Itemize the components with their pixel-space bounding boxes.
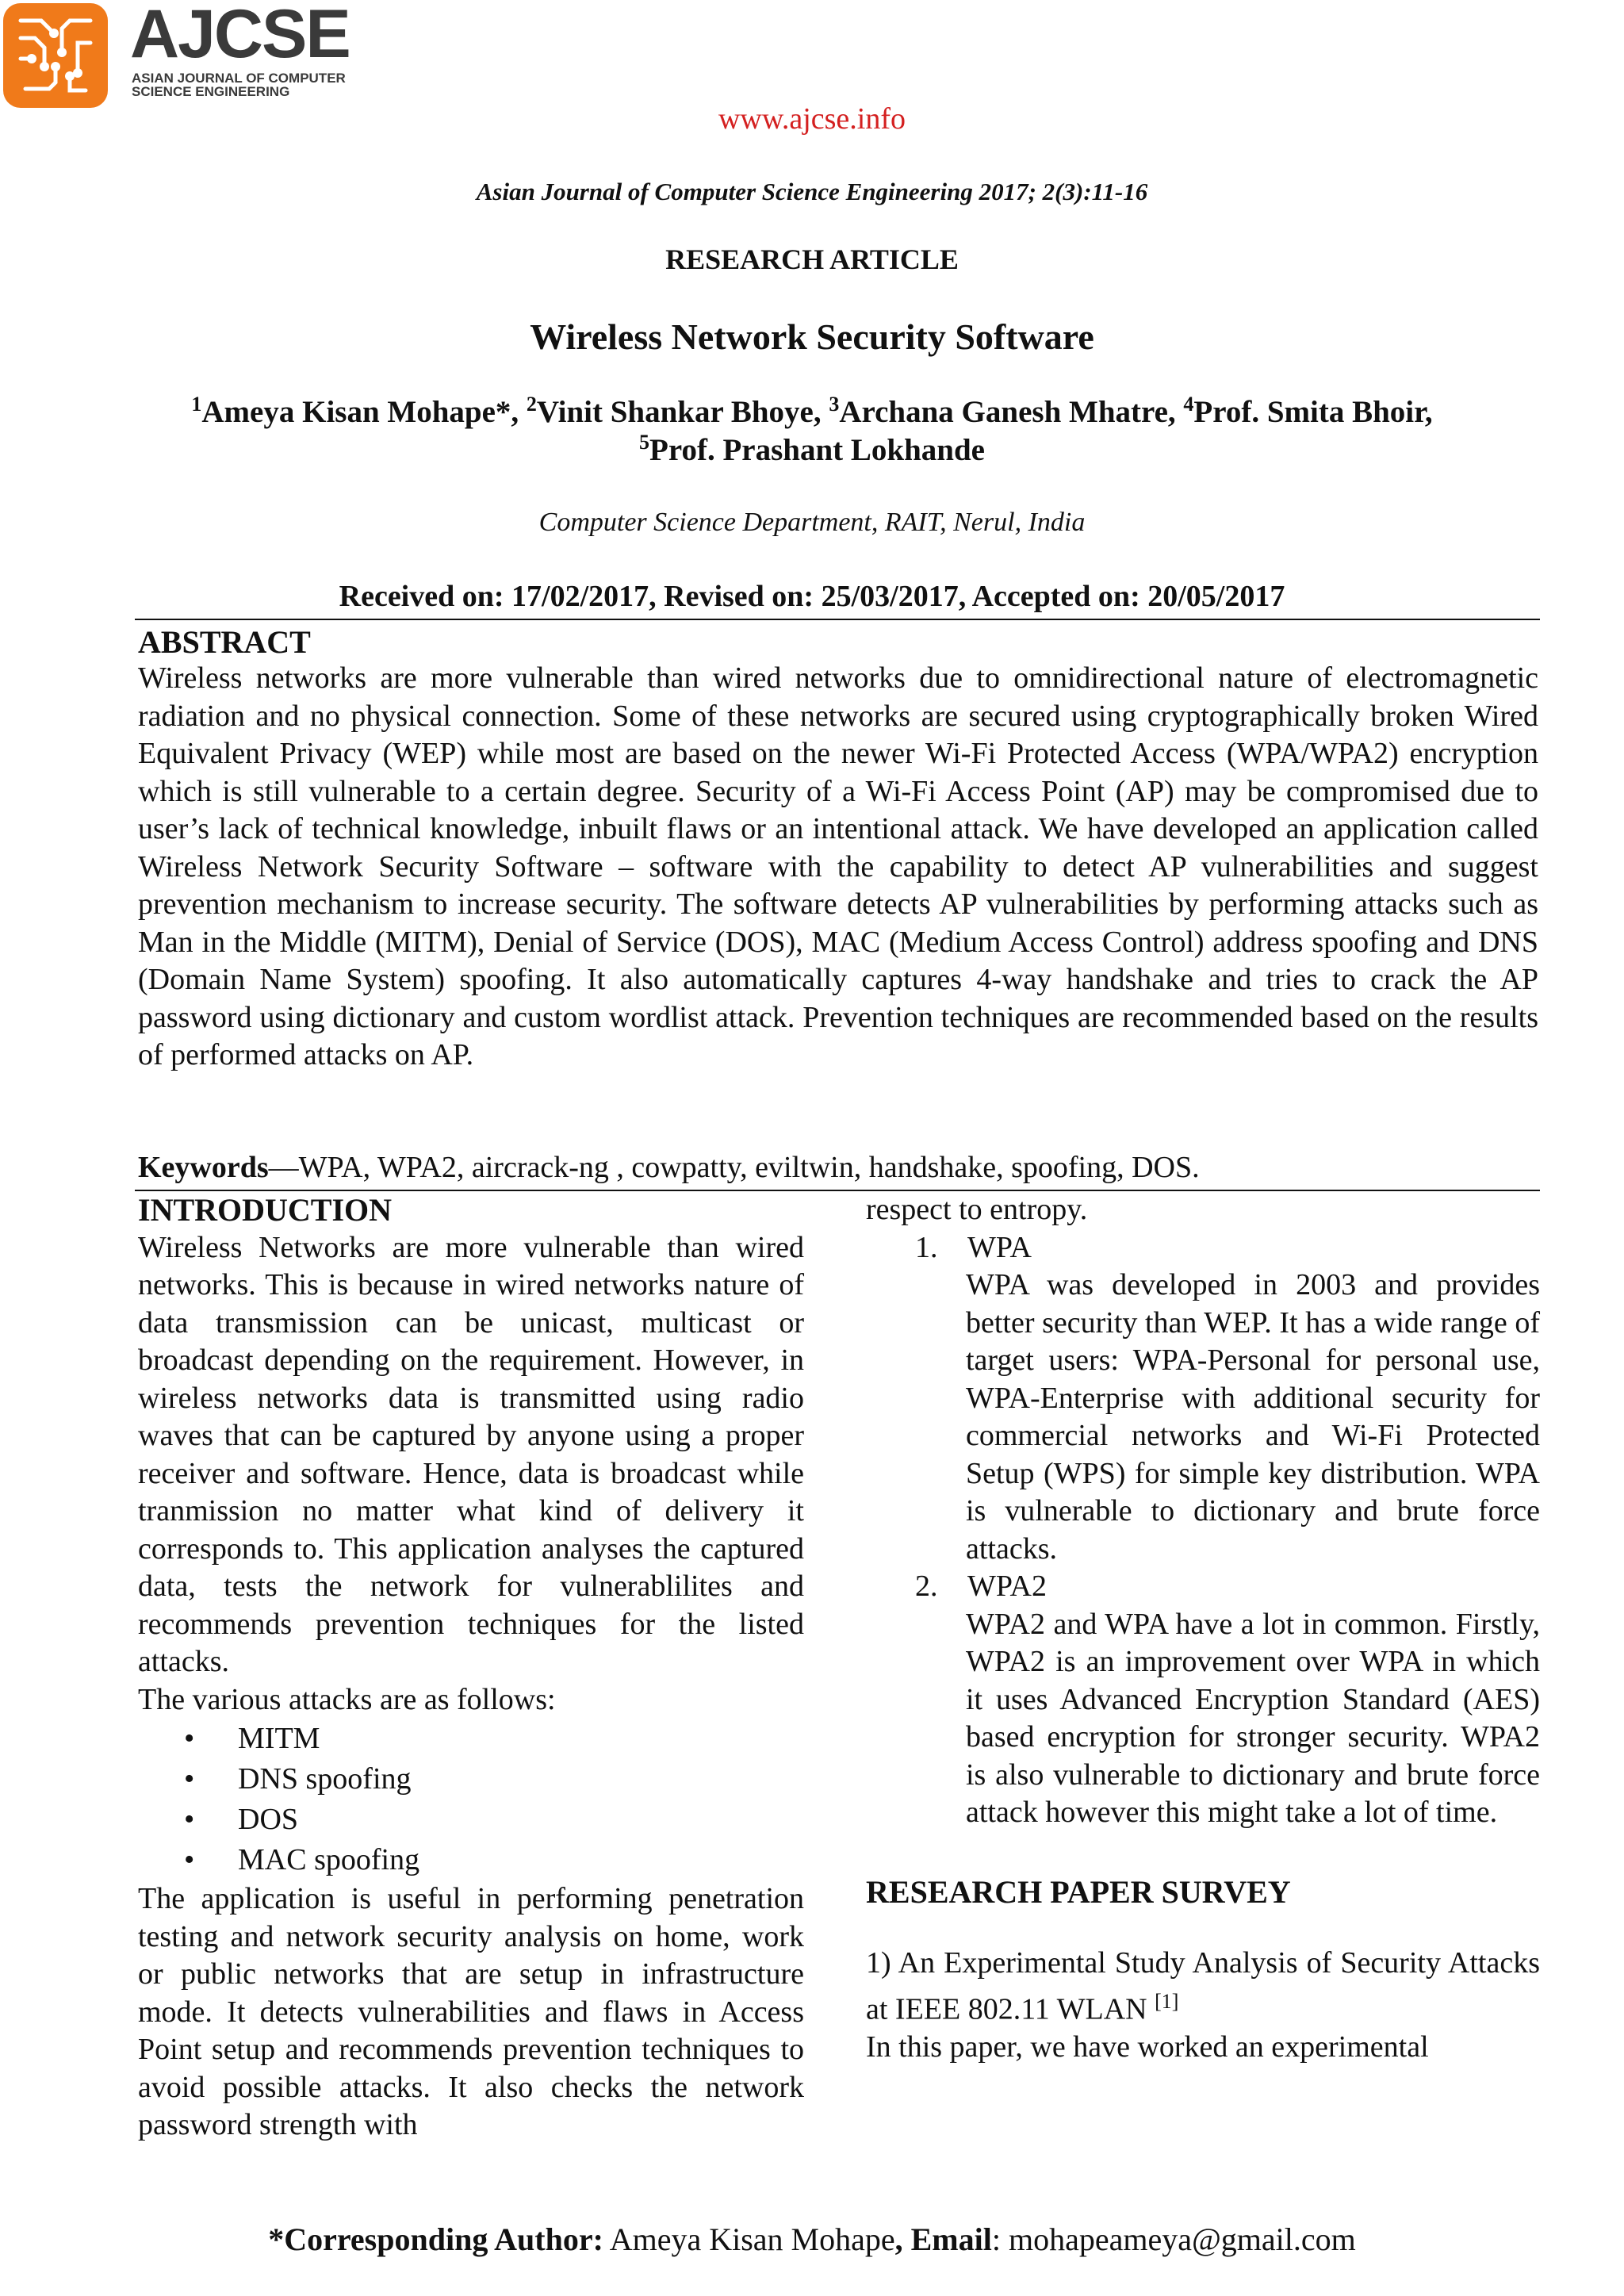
survey-heading: RESEARCH PAPER SURVEY [866, 1873, 1291, 1910]
author-number: 3 [829, 393, 840, 416]
item-body: WPA was developed in 2003 and provides better security than WEP. It has a wide range of target users: WPA-Personal for personal use, WPA-Enterprise with additional security for commercial networks and Wi-Fi Protected Setup (WPS) for simple key distribution. WPA is vulnerable to dictionary and brute force attacks. [966, 1268, 1540, 1566]
corresponding-author [0, 2221, 1624, 2258]
author-name: Archana Ganesh Mhatre, [839, 395, 1176, 429]
footer-author: Ameya Kisan Mohape [609, 2221, 895, 2257]
abstract-body: Wireless networks are more vulnerable than wired networks due to omnidirectional nature of electromagnetic radiation and no physical connection. Some of these networks are secured using cryptographically broken Wired Equivalent Privacy (WEP) while most are based on the newer Wi-Fi Protected Access (WPA/WPA2) encryption which is still vulnerable to a certain degree. Security of a Wi-Fi Access Point (AP) may be compromised due to user’s lack of technical knowledge, inbuilt flaws or an intentional attack. We have developed an application called Wireless Network Security Software – software with the capability to detect AP vulnerabilities and suggest prevention mechanism to increase security. The software detects AP vulnerabilities by performing attacks such as Man in the Middle (MITM), Denial of Service (DOS), MAC (Medium Access Control) address spoofing and DNS (Domain Name System) spoofing. It also automatically captures 4-way handshake and tries to crack the AP password using dictionary and custom wordlist attack. Prevention techniques are recommended based on the results of performed attacks on AP. [138, 661, 1538, 1071]
divider [135, 619, 1540, 620]
website-link[interactable]: www.ajcse.info [718, 102, 906, 136]
list-item [915, 1229, 1540, 1267]
attacks-list [138, 1719, 804, 1880]
item-number: 2. [915, 1570, 938, 1603]
author-name: Prof. Prashant Lokhande [649, 433, 985, 467]
list-item: • DNS spoofing [138, 1759, 804, 1800]
survey-item-body: In this paper, we have worked an experimental [866, 2030, 1429, 2064]
author-name: Ameya Kisan Mohape*, [201, 395, 519, 429]
item-number: 1. [915, 1230, 938, 1264]
bullet-icon: • [184, 1803, 195, 1836]
left-column [138, 1191, 804, 2145]
introduction-paragraph: The application is useful in performing penetration testing and network security analysis on home, work or public networks that are setup in infrastructure mode. It detects vulnerabilities and flaws in Access Point setup and recommends prevention techniques to avoid possible attacks. It also checks the network password strength with [138, 1882, 804, 2141]
bullet-icon: • [184, 1762, 195, 1796]
circuit-logo-icon [3, 3, 108, 108]
list-item: • MAC spoofing [138, 1840, 804, 1880]
introduction-heading: INTRODUCTION [138, 1192, 393, 1228]
survey-item-title: 1) An Experimental Study Analysis of Security Attacks at IEEE 802.11 WLAN [1] [866, 1946, 1540, 2026]
author-name: Prof. Smita Bhoir, [1193, 395, 1433, 429]
list-item [915, 1568, 1540, 1606]
author-number: 2 [526, 393, 537, 416]
author-number: 5 [639, 431, 650, 454]
author-name: Vinit Shankar Bhoye, [536, 395, 822, 429]
submission-dates: Received on: 17/02/2017, Revised on: 25/03/2017, Accepted on: 20/05/2017 [339, 580, 1285, 613]
article-type: RESEARCH ARTICLE [665, 243, 959, 275]
author-number: 1 [191, 393, 202, 416]
list-item: • DOS [138, 1800, 804, 1840]
author-list [0, 393, 1624, 470]
reference-link[interactable]: [1] [1155, 1989, 1179, 2013]
introduction-paragraph: Wireless Networks are more vulnerable than wired networks. This is because in wired networks nature of data transmission can be unicast, multicast or broadcast depending on the requirement. However, in wireless networks data is transmitted using radio waves that can be captured by anyone using a proper receiver and software. Hence, data is broadcast while tranmission no matter what kind of delivery it corresponds to. This application analyses the captured data, tests the network for vulnerablilites and recommends prevention techniques for the listed attacks. [138, 1230, 804, 1678]
journal-logo [0, 0, 381, 111]
abstract-heading: ABSTRACT [138, 624, 311, 660]
item-title: WPA [967, 1230, 1032, 1264]
bullet-icon: • [184, 1843, 195, 1876]
logo-title: AJCSE [130, 0, 350, 72]
keywords-text: —WPA, WPA2, aircrack-ng , cowpatty, eviltwin, handshake, spoofing, DOS. [268, 1151, 1200, 1184]
item-body: WPA2 and WPA have a lot in common. Firstly, WPA2 is an improvement over WPA in which it uses Advanced Encryption Standard (AES) based encryption for stronger security. WPA2 is also vulnerable to dictionary and brute force attack however this might take a lot of time. [966, 1607, 1540, 1829]
list-item: • MITM [138, 1719, 804, 1759]
keywords-line [138, 1150, 1200, 1185]
journal-citation: Asian Journal of Computer Science Engineering 2017; 2(3):11-16 [476, 178, 1148, 205]
keywords-label: Keywords [138, 1151, 269, 1184]
right-column [866, 1191, 1540, 2066]
footer-label: *Corresponding Author: [268, 2221, 603, 2257]
paper-title: Wireless Network Security Software [530, 316, 1094, 357]
footer-email-label: , Email [894, 2221, 992, 2257]
bullet-icon: • [184, 1722, 195, 1755]
item-title: WPA2 [967, 1570, 1047, 1603]
author-number: 4 [1183, 393, 1194, 416]
footer-email[interactable]: : mohapeameya@gmail.com [991, 2221, 1356, 2257]
affiliation: Computer Science Department, RAIT, Nerul, India [538, 508, 1086, 537]
continuation-text: respect to entropy. [866, 1193, 1088, 1226]
attacks-list-intro: The various attacks are as follows: [138, 1682, 556, 1716]
logo-subtitle: ASIAN JOURNAL OF COMPUTER SCIENCE ENGINEERING [132, 71, 346, 99]
